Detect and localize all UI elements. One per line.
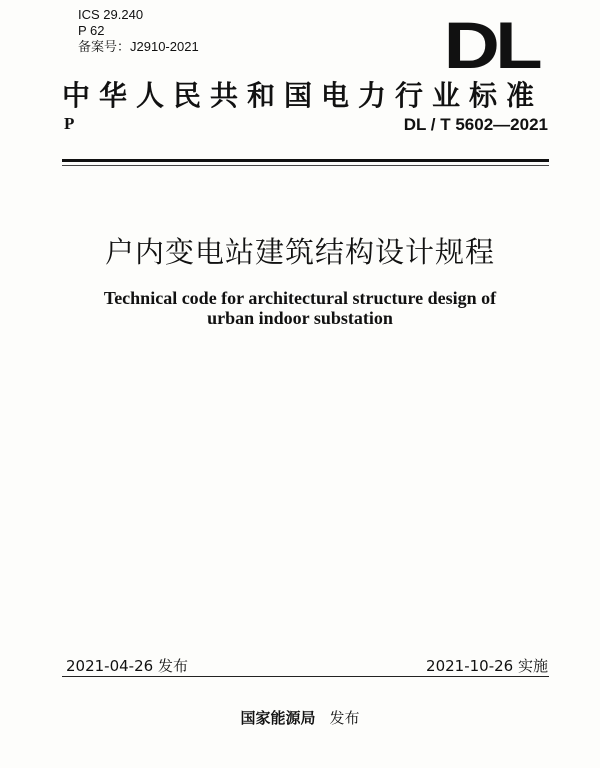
industry-standard-title: 中华人民共和国电力行业标准	[62, 79, 544, 112]
publisher-action: 发布	[329, 709, 360, 727]
standard-number: DL / T 5602—2021	[403, 115, 548, 134]
issue-date: 2021-04-26 发布	[66, 657, 188, 675]
footer-rule	[62, 676, 549, 677]
publisher-org: 国家能源局	[240, 709, 316, 727]
title-en-line-2: urban indoor substation	[207, 308, 393, 328]
title-en-line-1: Technical code for architectural structure design of	[103, 288, 497, 308]
publisher-line	[0, 707, 600, 728]
ics-code: ICS 29.240	[78, 7, 144, 22]
dl-logo: DL	[443, 8, 538, 82]
category-letter: P	[64, 114, 75, 133]
implementation-date: 2021-10-26 实施	[426, 657, 548, 675]
filing-number: 备案号：J2910-2021	[78, 39, 199, 54]
header-rule-thick	[62, 159, 549, 162]
document-title-en	[0, 288, 600, 328]
header-rule-thin	[62, 165, 549, 166]
classification-code: P 62	[78, 23, 105, 38]
document-title-zh: 户内变电站建筑结构设计规程	[104, 235, 495, 269]
